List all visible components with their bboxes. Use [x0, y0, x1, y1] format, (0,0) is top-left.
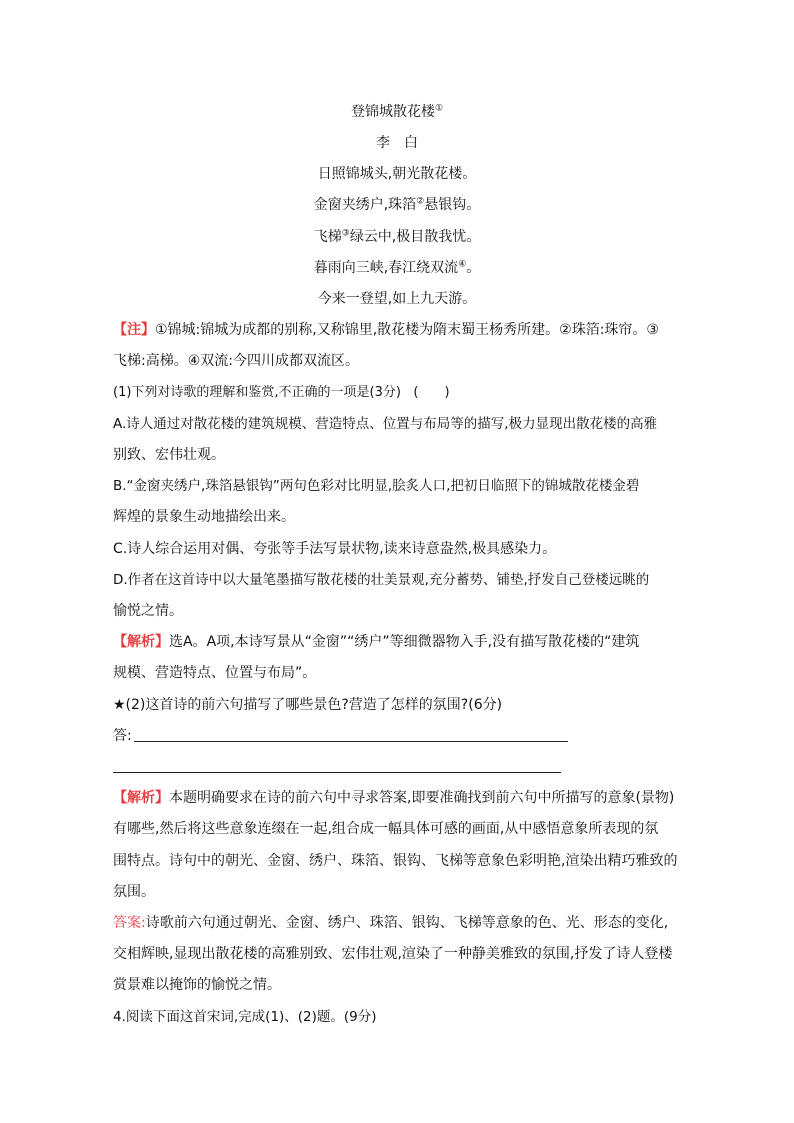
answer-prompt: 答:: [113, 728, 132, 744]
analysis-tag: 【解析】: [113, 790, 169, 806]
poem-line: [0, 227, 794, 247]
option-d: D.作者在这首诗中以大量笔墨描写散花楼的壮美景观,充分蓄势、铺垫,抒发自己登楼远眺的: [113, 572, 650, 588]
notes-text: 飞梯:高梯。④双流:今四川成都双流区。: [113, 353, 359, 369]
option-b: B.“金窗夹绣户,珠箔悬银钩”两句色彩对比明显,脍炙人口,把初日临照下的锦城散花楼金碧: [113, 478, 640, 494]
analysis-2-cont: 氛围。: [113, 884, 155, 900]
analysis-2: [113, 788, 693, 808]
option-c: C.诗人综合运用对偶、夸张等手法写景状物,读来诗意盎然,极具感染力。: [113, 541, 557, 557]
footnote-marker: ④: [458, 259, 467, 270]
option-a-cont: 别致、宏伟壮观。: [113, 447, 225, 463]
answer-blank-line[interactable]: [113, 772, 561, 773]
poem-line-text: 飞梯: [313, 229, 342, 245]
answer-blank-line[interactable]: [134, 741, 568, 742]
notes-line: [113, 320, 693, 340]
poem-author: 李 白: [376, 135, 418, 151]
analysis-1: [113, 632, 693, 652]
poem-line-text: 暮雨向三峡,春江绕双流: [313, 260, 459, 276]
answer-label: 答案:: [113, 915, 146, 931]
poem-line: [0, 258, 794, 278]
poem-line: [0, 164, 794, 184]
footnote-marker: ②: [416, 196, 425, 207]
question-1-stem: [113, 383, 693, 403]
analysis-1-cont: 规模、营造特点、位置与布局”。: [113, 665, 317, 681]
footnote-marker: ①: [434, 103, 444, 114]
poem-title: [0, 102, 794, 122]
notes-tag: 【注】: [113, 322, 155, 338]
analysis-2-cont: 围特点。诗句中的朝光、金窗、绣户、珠箔、银钩、飞梯等意象色彩明艳,渲染出精巧雅致的: [113, 853, 678, 869]
analysis-text: 本题明确要求在诗的前六句中寻求答案,即要准确找到前六句中所描写的意象(景物): [169, 790, 675, 806]
notes-line: [113, 351, 693, 371]
poem-line: [0, 195, 794, 215]
analysis-tag: 【解析】: [113, 634, 169, 650]
poem-line-text: 今来一登望,如上九天游。: [317, 291, 477, 307]
option-a: A.诗人通过对散花楼的建筑规模、营造特点、位置与布局等的描写,极力显现出散花楼的高雅: [113, 416, 658, 432]
option-d-cont: 愉悦之情。: [113, 603, 183, 619]
answer-text: 诗歌前六句通过朝光、金窗、绣户、珠箔、银钩、飞梯等意象的色、光、形态的变化,: [145, 915, 669, 931]
poem-line-text: 金窗夹绣户,珠箔: [313, 197, 417, 213]
answer-paren: ( ): [413, 385, 450, 400]
answer-1: [113, 913, 693, 933]
answer-cont: 赏景难以掩饰的愉悦之情。: [113, 977, 281, 993]
question-stem-text: (1)下列对诗歌的理解和鉴赏,不正确的一项是(3分): [113, 385, 401, 400]
poem-line-text: 日照锦城头,朝光散花楼。: [317, 166, 477, 182]
poem-line: [0, 289, 794, 309]
notes-text: ①锦城:锦城为成都的别称,又称锦里,散花楼为隋末蜀王杨秀所建。②珠箔:珠帘。③: [155, 322, 659, 338]
poem-line-text: 。: [466, 260, 481, 276]
poem-line-text: 悬银钩。: [424, 197, 481, 213]
footnote-marker: ③: [341, 228, 350, 239]
answer-cont: 交相辉映,显现出散花楼的高雅别致、宏伟壮观,渲染了一种静美雅致的氛围,抒发了诗人登楼: [113, 946, 673, 962]
poem-title-text: 登锦城散花楼: [350, 104, 435, 120]
analysis-2-cont: 有哪些,然后将这些意象连缀在一起,组合成一幅具体可感的画面,从中感悟意象所表现的氛: [113, 821, 659, 837]
question-2-stem: ★(2)这首诗的前六句描写了哪些景色?营造了怎样的氛围?(6分): [113, 697, 503, 713]
analysis-text: 选A。A项,本诗写景从“金窗”“绣户”等细微器物入手,没有描写散花楼的“建筑: [169, 634, 640, 650]
poem-line-text: 绿云中,极目散我忧。: [349, 229, 481, 245]
option-b-cont: 辉煌的景象生动地描绘出来。: [113, 509, 295, 525]
question-4-stem: 4.阅读下面这首宋词,完成(1)、(2)题。(9分): [113, 1009, 377, 1025]
